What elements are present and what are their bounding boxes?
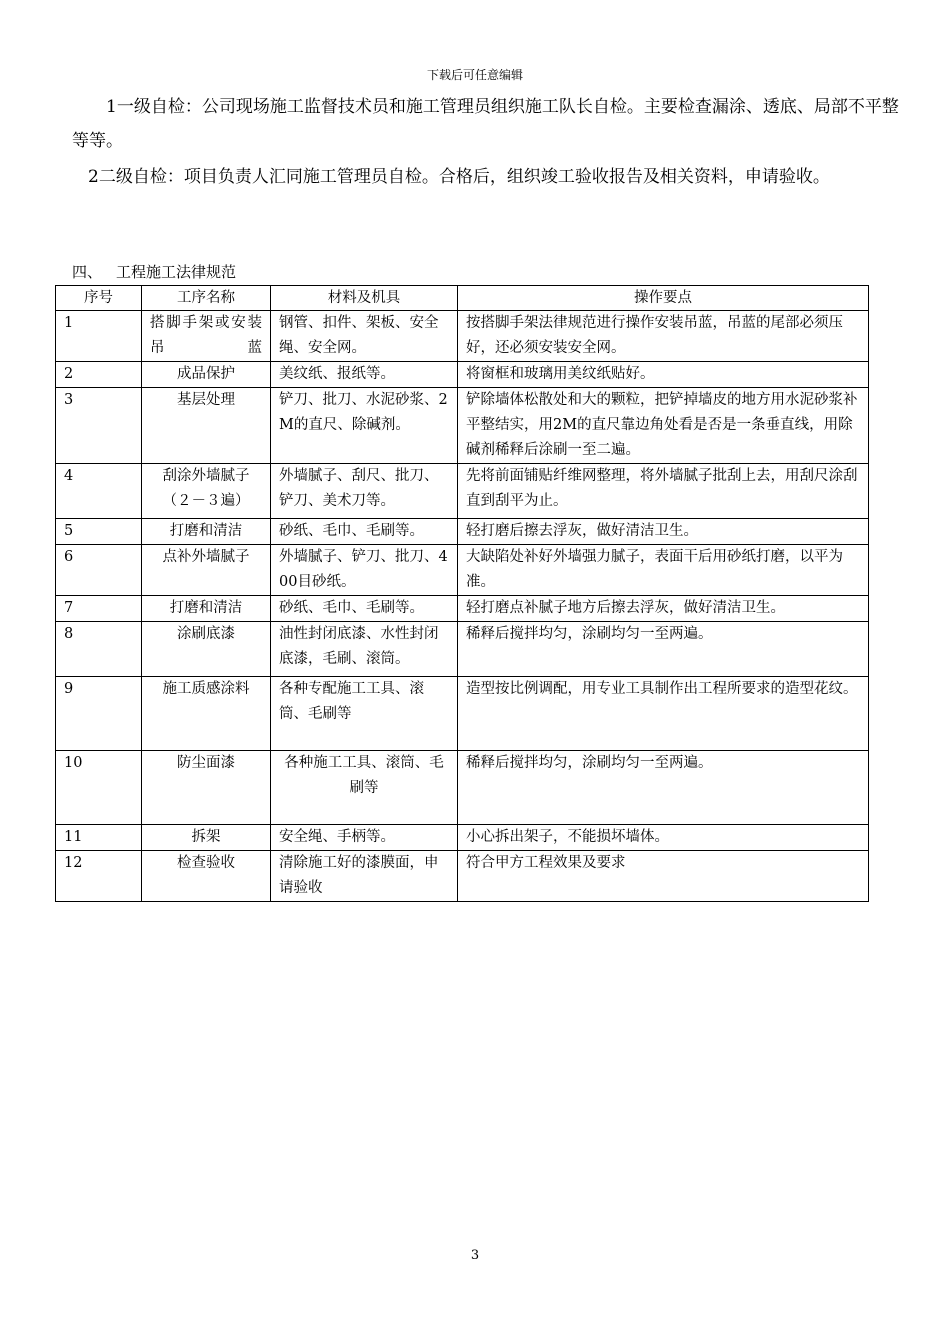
row-process-name: 施工质感涂料 — [142, 677, 271, 751]
row-no: 4 — [56, 464, 142, 519]
row-no: 12 — [56, 851, 142, 902]
table-row — [56, 519, 869, 545]
row-process-name: 基层处理 — [142, 388, 271, 464]
page-number: 3 — [470, 1248, 480, 1263]
row-key-points: 稀释后搅拌均匀，涂刷均匀一至两遍。 — [458, 751, 869, 825]
row-no: 7 — [56, 596, 142, 622]
row-process-name: 点补外墙腻子 — [142, 545, 271, 596]
paragraph-second-level-inspection: 2二级自检：项目负责人汇同施工管理员自检。合格后，组织竣工验收报告及相关资料，申请验收。 — [88, 167, 830, 187]
row-no: 9 — [56, 677, 142, 751]
procedure-table — [55, 285, 869, 902]
row-key-points: 符合甲方工程效果及要求 — [458, 851, 869, 902]
table-row — [56, 825, 869, 851]
row-key-points: 按搭脚手架法律规范进行操作安装吊蓝，吊蓝的尾部必须压好，还必须安装安全网。 — [458, 311, 869, 362]
table-row — [56, 388, 869, 464]
row-materials: 各种施工工具、滚筒、毛刷等 — [271, 751, 458, 825]
row-no: 2 — [56, 362, 142, 388]
row-process-name: 检查验收 — [142, 851, 271, 902]
row-materials: 清除施工好的漆膜面，申请验收 — [271, 851, 458, 902]
row-no: 1 — [56, 311, 142, 362]
header-note: 下载后可任意编辑 — [426, 68, 523, 82]
row-materials: 油性封闭底漆、水性封闭底漆，毛刷、滚筒。 — [271, 622, 458, 677]
table-row — [56, 677, 869, 751]
row-process-name: 刮涂外墙腻子（２－３遍） — [142, 464, 271, 519]
row-process-name: 打磨和清洁 — [142, 596, 271, 622]
header-materials: 材料及机具 — [271, 286, 458, 311]
row-no: 10 — [56, 751, 142, 825]
header-process-name: 工序名称 — [142, 286, 271, 311]
row-materials: 铲刀、批刀、水泥砂浆、2M的直尺、除碱剂。 — [271, 388, 458, 464]
table-row — [56, 596, 869, 622]
row-no: 8 — [56, 622, 142, 677]
paragraph-first-level-inspection: 1一级自检：公司现场施工监督技术员和施工管理员组织施工队长自检。主要检查漏涂、透底、局部不平整等等。 — [72, 97, 899, 151]
table-row — [56, 545, 869, 596]
row-no: 11 — [56, 825, 142, 851]
row-materials: 砂纸、毛巾、毛刷等。 — [271, 519, 458, 545]
header-no: 序号 — [56, 286, 142, 311]
row-materials: 外墙腻子、铲刀、批刀、400目砂纸。 — [271, 545, 458, 596]
table-row — [56, 622, 869, 677]
section-number: 四、 — [72, 263, 103, 281]
table-row — [56, 311, 869, 362]
row-key-points: 轻打磨后擦去浮灰，做好清洁卫生。 — [458, 519, 869, 545]
row-key-points: 大缺陷处补好外墙强力腻子，表面干后用砂纸打磨，以平为准。 — [458, 545, 869, 596]
table-row — [56, 851, 869, 902]
row-materials: 安全绳、手柄等。 — [271, 825, 458, 851]
row-process-name: 涂刷底漆 — [142, 622, 271, 677]
row-materials: 外墙腻子、刮尺、批刀、铲刀、美术刀等。 — [271, 464, 458, 519]
row-key-points: 先将前面铺贴纤维网整理，将外墙腻子批刮上去，用刮尺涂刮直到刮平为止。 — [458, 464, 869, 519]
row-key-points: 造型按比例调配，用专业工具制作出工程所要求的造型花纹。 — [458, 677, 869, 751]
row-key-points: 小心拆出架子，不能损坏墙体。 — [458, 825, 869, 851]
header-key-points: 操作要点 — [458, 286, 869, 311]
row-process-name: 打磨和清洁 — [142, 519, 271, 545]
row-materials: 各种专配施工工具、滚筒、毛刷等 — [271, 677, 458, 751]
row-materials: 美纹纸、报纸等。 — [271, 362, 458, 388]
row-process-name: 防尘面漆 — [142, 751, 271, 825]
row-key-points: 稀释后搅拌均匀，涂刷均匀一至两遍。 — [458, 622, 869, 677]
row-key-points: 将窗框和玻璃用美纹纸贴好。 — [458, 362, 869, 388]
row-process-name: 搭脚手架或安装吊蓝 — [142, 311, 271, 362]
row-materials: 砂纸、毛巾、毛刷等。 — [271, 596, 458, 622]
row-no: 6 — [56, 545, 142, 596]
table-row — [56, 362, 869, 388]
table-row — [56, 464, 869, 519]
section-heading — [72, 262, 236, 282]
row-process-name: 成品保护 — [142, 362, 271, 388]
row-no: 3 — [56, 388, 142, 464]
section-title: 工程施工法律规范 — [116, 263, 237, 281]
row-materials: 钢管、扣件、架板、安全绳、安全网。 — [271, 311, 458, 362]
row-no: 5 — [56, 519, 142, 545]
row-process-name: 拆架 — [142, 825, 271, 851]
table-row — [56, 751, 869, 825]
row-key-points: 铲除墙体松散处和大的颗粒，把铲掉墙皮的地方用水泥砂浆补平整结实，用2M的直尺靠边角处看是否是一条垂直线，用除碱剂稀释后涂刷一至二遍。 — [458, 388, 869, 464]
table-header-row — [56, 286, 869, 311]
row-key-points: 轻打磨点补腻子地方后擦去浮灰，做好清洁卫生。 — [458, 596, 869, 622]
